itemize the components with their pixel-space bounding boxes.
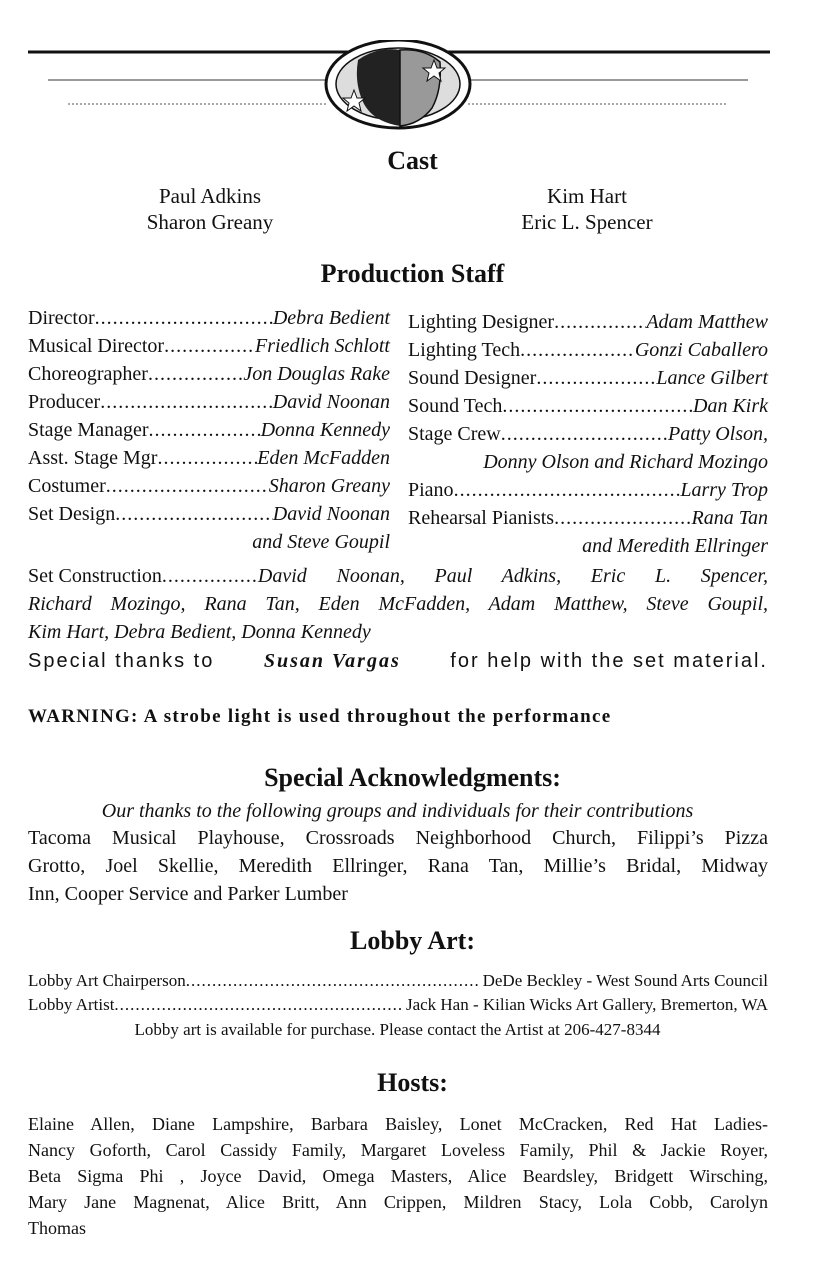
set-construction-row: Set Construction ..... David Noonan, Paul Adkins, Eric L. Spencer,: [28, 565, 768, 588]
acknowledgments-line: Tacoma Musical Playhouse, Crossroads Neighborhood Church, Filippi’s Pizza: [28, 827, 768, 849]
staff-row: Producer ..... David Noonan: [28, 391, 390, 414]
staff-continuation: Donny Olson and Richard Mozingo: [483, 451, 768, 473]
thanks-name: Susan Vargas: [263, 650, 401, 672]
acknowledgments-intro: Our thanks to the following groups and individuals for their contributions: [101, 800, 694, 822]
staff-row: Sound Tech ..... Dan Kirk: [408, 395, 768, 418]
staff-row: Asst. Stage Mgr ..... Eden McFadden: [28, 447, 390, 470]
staff-row: Lighting Designer ..... Adam Matthew: [408, 311, 768, 334]
cast-member: Sharon Greany: [146, 210, 274, 235]
thanks-prefix: Special thanks to: [28, 650, 215, 672]
lobby-art-note: Lobby art is available for purchase. Please contact the Artist at 206-427-8344: [134, 1020, 661, 1039]
acknowledgments-list: [28, 824, 768, 908]
staff-continuation: and Meredith Ellringer: [582, 535, 768, 557]
special-thanks-line: [28, 650, 768, 673]
staff-row: Stage Crew ..... Patty Olson,: [408, 423, 768, 446]
set-construction-line: Richard Mozingo, Rana Tan, Eden McFadden, Adam Matthew, Steve Goupil,: [28, 593, 768, 615]
staff-row: Lighting Tech ..... Gonzi Caballero: [408, 339, 768, 362]
acknowledgments-line: Grotto, Joel Skellie, Meredith Ellringer, Rana Tan, Millie’s Bridal, Midway: [28, 855, 768, 877]
hosts-line: Beta Sigma Phi , Joyce David, Omega Masters, Alice Beardsley, Bridgett Wirsching,: [28, 1166, 768, 1186]
lobby-art-row: Lobby Art Chairperson ..... DeDe Beckley - West Sound Arts Council: [28, 971, 768, 991]
staff-row: Choreographer ..... Jon Douglas Rake: [28, 363, 390, 386]
cast-column-left: [110, 183, 310, 236]
cast-column-right: [487, 183, 687, 236]
cast-member: Kim Hart: [547, 184, 627, 208]
production-staff-heading: Production Staff: [320, 259, 505, 288]
staff-row: Piano ..... Larry Trop: [408, 479, 768, 502]
cast-member: Paul Adkins: [158, 184, 262, 208]
staff-continuation: and Steve Goupil: [252, 531, 390, 553]
staff-row: Set Design ..... David Noonan: [28, 503, 390, 526]
set-construction-line: Kim Hart, Debra Bedient, Donna Kennedy: [28, 621, 371, 643]
acknowledgments-line: Inn, Cooper Service and Parker Lumber: [28, 883, 348, 905]
thanks-suffix: for help with the set material.: [450, 650, 768, 672]
hosts-line: Thomas: [28, 1218, 86, 1238]
lobby-art-row: Lobby Artist ..... Jack Han - Kilian Wicks Art Gallery, Bremerton, WA: [28, 995, 768, 1015]
strobe-warning: WARNING: A strobe light is used throughout the performance: [28, 706, 612, 727]
staff-row: Sound Designer ..... Lance Gilbert: [408, 367, 768, 390]
cast-heading: Cast: [387, 146, 438, 175]
cast-member: Eric L. Spencer: [521, 210, 653, 235]
hosts-line: Nancy Goforth, Carol Cassidy Family, Margaret Loveless Family, Phil & Jackie Royer,: [28, 1140, 768, 1160]
staff-row: Costumer ..... Sharon Greany: [28, 475, 390, 498]
hosts-line: Mary Jane Magnenat, Alice Britt, Ann Crippen, Mildren Stacy, Lola Cobb, Carolyn: [28, 1192, 768, 1212]
staff-row: Musical Director ..... Friedlich Schlott: [28, 335, 390, 358]
staff-row: Stage Manager ..... Donna Kennedy: [28, 419, 390, 442]
staff-row: Rehearsal Pianists ..... Rana Tan: [408, 507, 768, 530]
hosts-line: Elaine Allen, Diane Lampshire, Barbara Baisley, Lonet McCracken, Red Hat Ladies-: [28, 1114, 768, 1134]
staff-row: Director ..... Debra Bedient: [28, 307, 390, 330]
hosts-list: [28, 1111, 768, 1241]
acknowledgments-heading: Special Acknowledgments:: [264, 763, 561, 792]
theater-masks-emblem: [28, 40, 770, 140]
lobby-art-heading: Lobby Art:: [350, 926, 475, 955]
hosts-heading: Hosts:: [377, 1068, 448, 1097]
